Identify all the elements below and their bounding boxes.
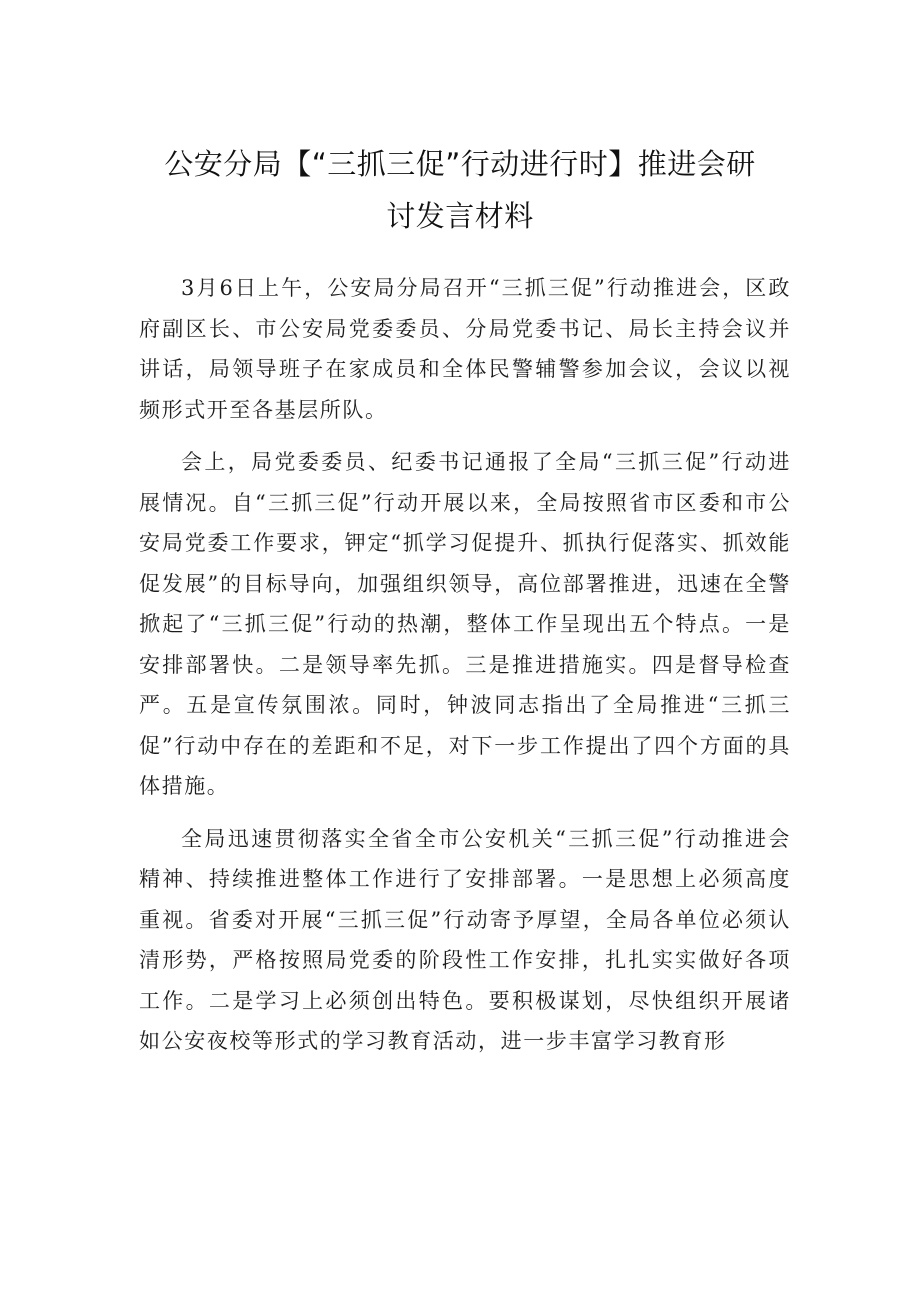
paragraph-1: 3月6日上午，公安局分局召开“三抓三促”行动推进会，区政府副区长、市公安局党委委员、分局党委书记、局长主持会议并讲话，局领导班子在家成员和全体民警辅警参加会议，会议以视频形式开至各基层所队。 bbox=[139, 276, 791, 422]
document-title bbox=[120, 138, 800, 242]
title-line-1: 公安分局【“三抓三促”行动进行时】推进会研 bbox=[164, 147, 756, 181]
paragraph-3: 全局迅速贯彻落实全省全市公安机关“三抓三促”行动推进会精神、持续推进整体工作进行了安排部署。一是思想上必须高度重视。省委对开展“三抓三促”行动寄予厚望，全局各单位必须认清形势，严格按照局党委的阶段性工作安排，扎扎实实做好各项工作。二是学习上必须创出特色。要积极谋划，尽快组织开展诸如公安夜校等形式的学习教育活动，进一步丰富学习教育形 bbox=[139, 826, 791, 1053]
paragraph-2: 会上，局党委委员、纪委书记通报了全局“三抓三促”行动进展情况。自“三抓三促”行动开展以来，全局按照省市区委和市公安局党委工作要求，钾定“抓学习促提升、抓执行促落实、抓效能促发展”的目标导向，加强组织领导，高位部署推进，迅速在全警掀起了“三抓三促”行动的热潮，整体工作呈现出五个特点。一是安排部署快。二是领导率先抓。三是推进措施实。四是督导检查严。五是宣传氛围浓。同时，钟波同志指出了全局推进“三抓三促”行动中存在的差距和不足，对下一步工作提出了四个方面的具体措施。 bbox=[139, 450, 791, 798]
title-line-2: 讨发言材料 bbox=[386, 199, 534, 233]
document-body bbox=[139, 268, 791, 1074]
